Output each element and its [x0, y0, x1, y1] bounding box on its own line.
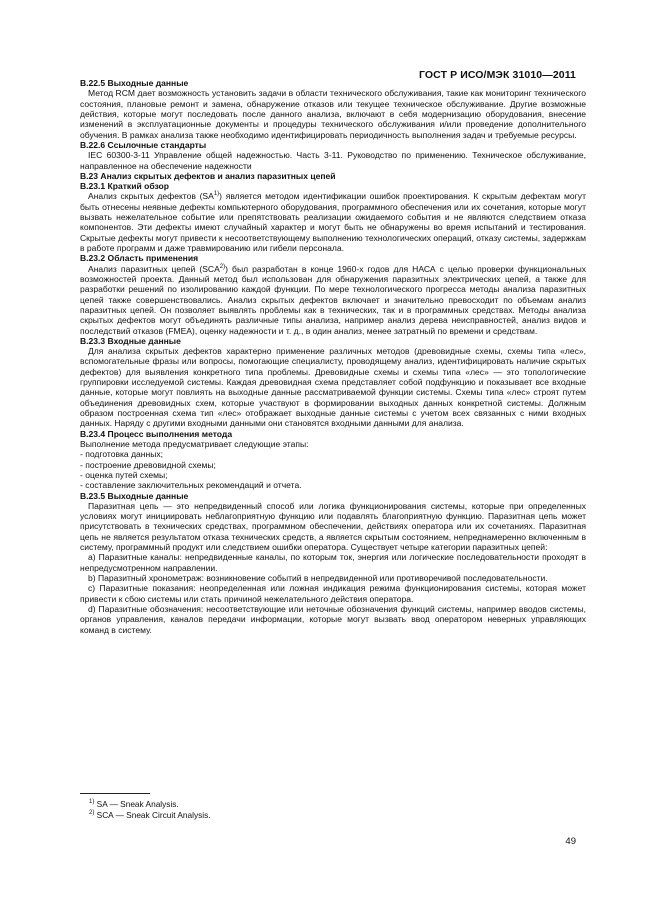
footnote-text: SCA — Sneak Circuit Analysis. [96, 810, 211, 820]
paragraph [80, 191, 586, 253]
section-heading: B.23.4 Процесс выполнения метода [80, 428, 233, 439]
footnote-mark: 2) [89, 810, 95, 817]
page-number: 49 [565, 836, 576, 847]
footnote-mark: 2) [219, 263, 226, 270]
list-item: - построение древовидной схемы; [80, 459, 216, 470]
footnote-mark: 1) [213, 191, 220, 198]
list-item: Выполнение метода предусматривает следующие этапы: [80, 438, 309, 449]
footnote-mark: 1) [89, 799, 95, 806]
document-header: ГОСТ Р ИСО/МЭК 31010—2011 [418, 69, 576, 81]
paragraph: Для анализа скрытых дефектов характерно применение различных методов (древовидные схемы, схемы типа «лес», вспомогательные фразы или вопросы, помогающие специалисту, проводящему анализ, идентифицировать наличие скрытых дефектов) для выявления конкретного типа проблемы. Древовидные схемы и схемы типа «лес» — это топологические группировки исследуемой системы. Каждая древовидная схема представляет собой подфункцию и показывает все входные данные, которые могут повлиять на выходные данные рассматриваемой функции системы. Схемы типа «лес» строят путем объединения древовидных схем, которые участвуют в формировании выходных данных конкретной системы. Должным образом построенная схема тип «лес» отображает выходные данные системы с учетом всех связанных с ними входных данных. Наряду с другими входными данными они становятся входными данными для анализа. [80, 346, 586, 429]
paragraph-text: ) является методом идентификации ошибок проектирования. К скрытым дефектам могут быть отнесены неявные дефекты компьютерного оборудования, программного обеспечения или их сочетания, которые могут вызвать нежелательное событие или препятствовать реализации ожидаемого события и не являются следствием отказа компонентов. Эти дефекты имеют случайный характер и могут быть не обнаружены во время испытаний и тестирования. Скрытые дефекты могут привести к несоответствующему выполнению технологических операций, отказу системы, задержкам в работе программ и даже травмированию или гибели персонала. [80, 191, 586, 253]
paragraph: IEC 60300-3-11 Управление общей надежностью. Часть 3-11. Руководство по применению. Техническое обслуживание, направленное на обеспечение надежности [80, 150, 586, 171]
paragraph: a) Паразитные каналы: непредвиденные каналы, по которым ток, энергия или логические последовательности проходят в непредусмотренном направлении. [80, 552, 586, 573]
paragraph: c) Паразитные показания: неопределенная или ложная индикация режима функционирования системы, которая может привести к сбою системы или стать причиной нежелательного действия оператора. [80, 583, 586, 604]
section-heading: B.23 Анализ скрытых дефектов и анализ паразитных цепей [80, 170, 336, 181]
document-body [80, 78, 586, 635]
paragraph-text: Анализ скрытых дефектов (SA [88, 191, 214, 202]
paragraph-text: ) был разработан в конце 1960-х годов для НАСА с целью проверки функциональных возможностей проекта. Данный метод был использован для обнаружения паразитных электрических цепей, а также для разработки решений по изолированию каждой функции. По мере технологического прогресса методы анализа паразитных цепей также совершенствовались. Анализ скрытых дефектов включает и значительно превосходит по объемам анализ паразитных цепей. Он позволяет выявлять проблемы как в технических, так и в программных средствах. Методы анализа скрытых дефектов могут объединять различные типы анализа, например анализ дерева неисправностей, анализ видов и последствий отказов (FMEA), оценку надежности и т. д., в один анализ, менее затратный по времени и средствам. [80, 263, 586, 336]
section-heading: B.23.2 Область применения [80, 253, 199, 264]
footnote [89, 799, 211, 810]
section-heading: B.23.5 Выходные данные [80, 490, 189, 501]
section-heading: B.22.6 Ссылочные стандарты [80, 139, 207, 150]
footnotes [89, 799, 211, 821]
paragraph: d) Паразитные обозначения: несоответствующие или неточные обозначения функций системы, например вводов системы, органов управления, каналов передачи информации, которые могут вызвать ввод оператором неверных управляющих команд в систему. [80, 603, 586, 635]
footnote [89, 810, 211, 821]
list-item: - оценка путей схемы; [80, 469, 168, 480]
paragraph-text: Анализ паразитных цепей (SCA [88, 263, 220, 274]
list-item: - подготовка данных; [80, 449, 164, 460]
section-heading: B.22.5 Выходные данные [80, 78, 189, 88]
section-heading: B.23.3 Входные данные [80, 335, 181, 346]
list-item: - составление заключительных рекомендаций и отчета. [80, 480, 302, 491]
section-heading: B.23.1 Краткий обзор [80, 181, 169, 192]
footnote-text: SA — Sneak Analysis. [96, 799, 179, 809]
paragraph [80, 264, 586, 336]
paragraph: b) Паразитный хронометраж: возникновение событий в непредвиденной или противоречивой последовательности. [88, 573, 548, 583]
paragraph: Метод RCM дает возможность установить задачи в области технического обслуживания, такие как мониторинг технического состояния, плановые ремонт и замена, обнаружение отказов или текущее техническое обслуживание. Другие возможные действия, которые могут последовать после данного анализа, включают в себя модернизацию оборудования, внесение изменений в эксплуатационные документы и процедуры технического обслуживания и/или проведение дополнительного обучения. В рамках анализа также необходимо идентифицировать периодичность выполнения задач и требуемые ресурсы. [80, 88, 586, 140]
paragraph: Паразитная цепь — это непредвиденный способ или логика функционирования системы, которые при определенных условиях могут инициировать неблагоприятную функцию или подавлять благоприятную функцию. Паразитная цепь может присутствовать в технических средствах, программном обеспечении, действиях оператора или их сочетаниях. Паразитная цепь не является результатом отказа технических средств, а является скрытым состоянием, непреднамеренно включенным в систему, программный продукт или следствием ошибки оператора. Существует четыре категории паразитных цепей: [80, 500, 586, 553]
footnote-separator [80, 793, 150, 794]
